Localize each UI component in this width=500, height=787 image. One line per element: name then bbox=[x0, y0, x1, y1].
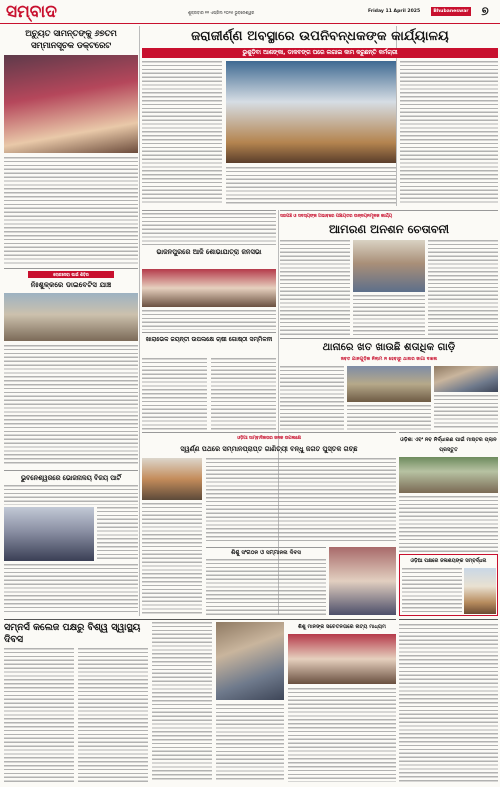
story-headline: ସମ୍ନର୍ସ କଲେଜ ପକ୍ଷରୁ ବିଶ୍ୱ ସ୍ୱାସ୍ଥ୍ୟ ଦିବସ bbox=[4, 622, 141, 645]
story-world-health-day bbox=[4, 619, 396, 784]
story-body-text bbox=[97, 507, 138, 561]
story-impounded-vehicles bbox=[280, 338, 498, 430]
edition-label: Bhubaneswar bbox=[431, 7, 471, 16]
newspaper-logo: ସମ୍ବାଦ bbox=[6, 2, 57, 22]
lead-body-text bbox=[400, 61, 498, 205]
story-headline: ଭାଜନପୁରରେ ଆଜି ଶୋଭାଯାତ୍ରା ଜନସଭା bbox=[156, 248, 262, 256]
story-body-text bbox=[280, 240, 350, 335]
story-tag: ଲୋକସେବା ପାଇଁ ଶିବିର bbox=[28, 271, 114, 278]
story-body-text bbox=[206, 559, 326, 615]
story-photo bbox=[4, 55, 138, 153]
story-headline: ଓଡ଼ିଆ ପକ୍ଷରେ ଜଳାଶୟଙ୍କ ସମ୍ବର୍ଦ୍ଧନା bbox=[410, 558, 487, 564]
story-photo bbox=[347, 366, 431, 402]
story-photo bbox=[142, 269, 276, 307]
story-body-text bbox=[211, 358, 276, 430]
story-photo bbox=[142, 458, 202, 500]
story-photo bbox=[288, 634, 396, 684]
story-body-text bbox=[4, 485, 138, 505]
story-photo bbox=[353, 240, 425, 292]
story-body-text bbox=[288, 688, 396, 782]
story-headline: ଭୁବନେଶ୍ୱରରେ ଭୋଜନାଳୟ ବିଜୟ ପାର୍ଟି bbox=[21, 474, 121, 482]
story-sub-headline: ଶିଶୁ ମାନଙ୍କ ସଚେତନତାରେ ନାଟ୍ୟ ମାଧ୍ୟମ bbox=[297, 624, 387, 630]
story-body-text bbox=[4, 157, 138, 265]
story-farmers-meet bbox=[142, 332, 276, 430]
masthead-date: Friday 11 April 2025 bbox=[368, 9, 421, 14]
story-photo bbox=[4, 293, 138, 341]
story-tag: ଓଡ଼ିଆ ସାମ୍ବାଦିକତାର ଜନକ ଉପଲକ୍ଷେ bbox=[237, 436, 301, 441]
story-body-text bbox=[399, 496, 498, 552]
lead-body-text bbox=[142, 61, 222, 205]
story-body-text bbox=[142, 358, 207, 430]
lead-story bbox=[142, 27, 498, 207]
story-body-text bbox=[402, 568, 462, 614]
masthead-date-strip: ଶୁକ୍ରବାର ୧୧ ଏପ୍ରିଲ ୨୦୨୫ ଭୁବନେଶ୍ୱର bbox=[188, 10, 255, 15]
story-bijay-party bbox=[4, 470, 138, 616]
story-headline: ଥାନାରେ ଖତ ଖାଉଛି ଶତାଧିକ ଗାଡ଼ି bbox=[322, 342, 456, 353]
story-master-plan bbox=[399, 432, 498, 552]
story-photo bbox=[399, 457, 498, 493]
lead-photo bbox=[226, 61, 396, 163]
story-body-text bbox=[142, 503, 202, 615]
lead-body-text bbox=[226, 167, 396, 205]
story-bottom-right bbox=[399, 619, 498, 784]
lead-kicker: ଭୁଶୁଡ଼ିବା ଆଶଙ୍କା, ଡାକବଙ୍ଗ ଘରେ ଲଗାଇ କାମ କରୁଛନ୍ତି କର୍ମଚାରୀ bbox=[142, 48, 498, 58]
masthead bbox=[0, 0, 500, 24]
story-headline: ଖାରାଭେଳ ଜୟନ୍ତୀ ଉପଲକ୍ଷେ ଚାଷୀ ଗୋଷ୍ଠୀ ସମ୍ମିଳନୀ bbox=[145, 336, 273, 343]
story-body-text bbox=[4, 564, 138, 614]
story-photo bbox=[4, 507, 94, 561]
story-headline: ଆମରଣ ଅନଶନ ଚେତାବନୀ bbox=[329, 222, 449, 236]
story-body-text bbox=[399, 624, 498, 782]
column-rule bbox=[139, 26, 140, 616]
story-body-text bbox=[347, 405, 431, 430]
story-body-text bbox=[142, 310, 276, 330]
story-headline: ଅଚ୍ୟୁତ ସାମନ୍ତଙ୍କୁ ୬୭ତମ ସମ୍ମାନସୂଚକ ଡକ୍ଟରେଟ bbox=[25, 28, 117, 50]
lead-headline: ଜରାଜୀର୍ଣ୍ଣ ଅବସ୍ଥାରେ ଉପନିବନ୍ଧକଙ୍କ କାର୍ଯ୍ୟାଳୟ bbox=[191, 29, 449, 44]
story-body-text bbox=[216, 704, 284, 782]
story-headline: ନିଃଶୁଳ୍କରେ ଡାଇବେଟିସ ଯାଞ୍ଚ bbox=[30, 280, 112, 289]
story-headline: ସ୍ୱର୍ଣ୍ଣ ପଥରେ ସମ୍ମାନପ୍ରାପ୍ତ ଗାଣିତ୍ୟୀ ବନ୍ଧୁ ଜଗତ ପୁସ୍ତକ ଗଚ୍ଛ bbox=[180, 445, 358, 453]
story-body-text bbox=[428, 240, 498, 335]
story-body-text bbox=[142, 213, 276, 245]
story-diabetes-camp bbox=[4, 268, 138, 468]
story-procession bbox=[142, 210, 276, 330]
story-odia-felicitation bbox=[399, 554, 498, 616]
story-body-text bbox=[206, 458, 396, 544]
story-photo bbox=[464, 568, 496, 614]
story-body-text bbox=[78, 648, 148, 782]
story-sub-headline: ଶିଶୁ ସଂଗଠନ ଓ ସମ୍ମାନନା ଦିବସ bbox=[206, 547, 326, 557]
page-number: ୭ bbox=[481, 4, 489, 18]
story-body-text bbox=[4, 345, 138, 465]
story-kicker: ଜବତ ଯାନଗୁଡ଼ିକ ନିଲାମ ନ ହେବାରୁ ଥାନାର ଜାଗା ଦଖଲ bbox=[340, 357, 438, 362]
story-body-text bbox=[353, 295, 425, 335]
story-body-text bbox=[280, 366, 344, 430]
story-body-text bbox=[152, 622, 212, 782]
story-kicker: ସରପଞ୍ଚ ଓ ସଦସ୍ୟଙ୍କ ଅଭାବରେ ପଞ୍ଚାୟତର ଉନ୍ନୟନମୂଳକ କାର୍ଯ୍ୟ bbox=[280, 214, 393, 219]
story-body-text bbox=[434, 395, 498, 430]
story-photo bbox=[434, 366, 498, 392]
story-body-text bbox=[4, 648, 74, 782]
story-headline: ଓଡ଼ିଶା ଏବଂ ନବ ନିର୍ଦ୍ଧାରଣ ପାଇଁ ମାଷ୍ଟର ପ୍ଲାନ ପ୍ରସ୍ତୁତ bbox=[400, 437, 497, 453]
story-doctorate bbox=[4, 27, 138, 267]
story-book-tree bbox=[142, 432, 396, 617]
story-photo bbox=[216, 622, 284, 700]
story-photo bbox=[329, 547, 396, 615]
story-hunger-strike bbox=[280, 210, 498, 335]
